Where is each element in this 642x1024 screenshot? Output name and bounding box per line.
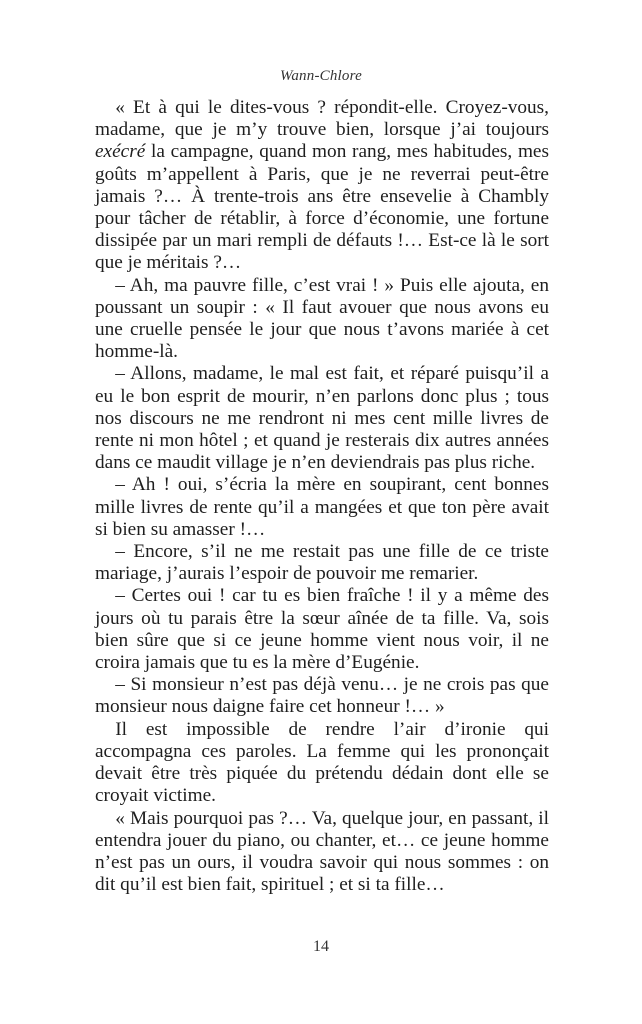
text-run: – Certes oui ! car tu es bien fraîche ! il y a même des jours où tu parais être la sœur aînée de ta fille. Va, sois bien sûre que si ce jeune homme vient nous voir, il ne croira jamais que tu es la mère d’Eugénie. [95,585,549,674]
text-run: « Et à qui le dites-vous ? répondit-elle. Croyez-vous, madame, que je m’y trouve bien, lorsque j’ai toujours [95,97,549,141]
text-run: Il est impossible de rendre l’air d’ironie qui accompagna ces paroles. La femme qui les prononçait devait être très piquée du prétendu dédain dont elle se croyait victime. [95,718,549,807]
paragraph [95,541,549,585]
text-run: – Ah, ma pauvre fille, c’est vrai ! » Puis elle ajouta, en poussant un soupir : « Il faut avouer que nous avons eu une cruelle pensée le jour que nous t’avons mariée à cet homme-là. [95,274,549,363]
paragraph [95,363,549,474]
paragraph [95,474,549,541]
paragraph [95,97,549,275]
text-run: la campagne, quand mon rang, mes habitudes, mes goûts m’appellent à Paris, que je ne reverrai peut-être jamais ?… À trente-trois ans être ensevelie à Chambly pour tâcher de rétablir, à force d’économie, une fortune dissipée par un mari rempli de défauts !… Est-ce là le sort que je méritais ?… [95,141,549,274]
paragraph [95,719,549,808]
emphasized-word: exécré [95,141,146,163]
page-number: 14 [313,938,329,955]
paragraph [95,674,549,718]
body-text [95,97,549,896]
paragraph [95,585,549,674]
text-run: – Si monsieur n’est pas déjà venu… je ne crois pas que monsieur nous daigne faire cet honneur !… » [95,674,549,718]
text-run: – Encore, s’il ne me restait pas une fille de ce triste mariage, j’aurais l’espoir de pouvoir me remarier. [95,541,549,585]
text-run: – Allons, madame, le mal est fait, et réparé puisqu’il a eu le bon esprit de mourir, n’en parlons donc plus ; tous nos discours ne me rendront ni mes cent mille livres de rente ni mon hôtel ; et quand je resterais dix autres années dans ce maudit village je n’en deviendrais pas plus riche. [95,363,549,474]
paragraph [95,808,549,897]
paragraph [95,275,549,364]
running-head: Wann-Chlore [280,68,362,84]
text-run: – Ah ! oui, s’écria la mère en soupirant, cent bonnes mille livres de rente qu’il a mangées et que ton père avait si bien su amasser !… [95,474,549,540]
text-run: « Mais pourquoi pas ?… Va, quelque jour, en passant, il entendra jouer du piano, ou chanter, et… ce jeune homme n’est pas un ours, il voudra savoir qui nous sommes : on dit qu’il est bien fait, spirituel ; et si ta fille… [95,807,549,896]
